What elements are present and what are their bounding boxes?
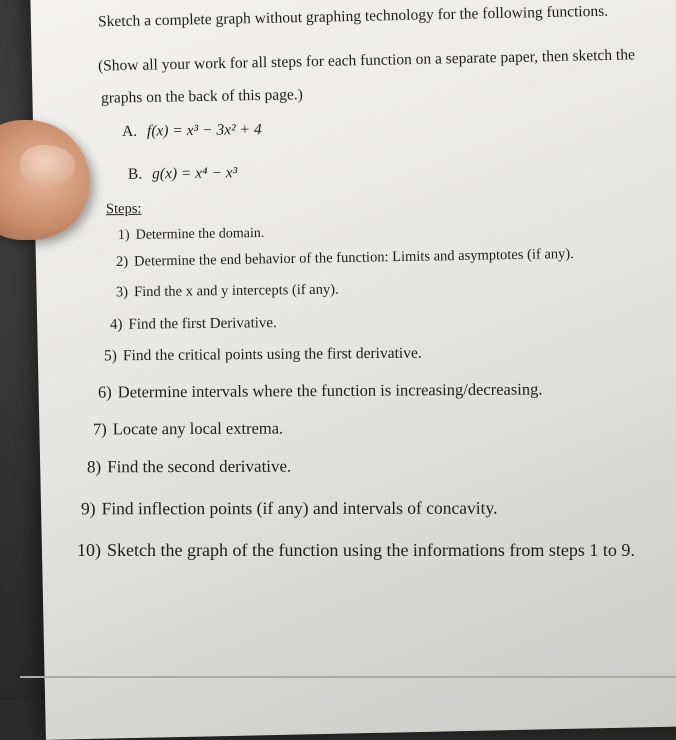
step-text: Determine the domain. <box>135 225 265 243</box>
step-number: 1) <box>117 227 130 244</box>
worksheet-paper <box>30 0 676 740</box>
thumbnail <box>20 145 75 185</box>
step-text: Determine intervals where the function is increasing/decreasing. <box>117 379 543 402</box>
step-item <box>93 419 283 440</box>
step-text: Find the second derivative. <box>107 456 292 477</box>
step-number: 9) <box>80 498 96 519</box>
step-text: Find the x and y intercepts (if any). <box>133 281 339 301</box>
step-number: 3) <box>115 284 129 301</box>
steps-heading: Steps: <box>105 200 142 218</box>
step-number: 6) <box>97 382 112 402</box>
step-number: 4) <box>109 316 123 333</box>
step-item <box>87 457 291 478</box>
paper-edge <box>20 676 676 678</box>
step-text: Find the first Derivative. <box>128 315 277 333</box>
step-text: Sketch the graph of the function using the informations from steps 1 to 9. <box>107 540 635 560</box>
step-item <box>77 540 635 561</box>
function-b-label: B. <box>127 165 143 183</box>
step-item <box>118 226 265 244</box>
step-item <box>98 379 543 402</box>
step-text: Locate any local extrema. <box>112 418 284 439</box>
function-a-expression: f(x) = x³ − 3x² + 4 <box>146 121 262 140</box>
step-text: Determine the end behavior of the function: Limits and asymptotes (if any). <box>133 246 574 270</box>
instructions-line-1: Sketch a complete graph without graphing technology for the following functions. <box>97 2 609 31</box>
step-item <box>110 315 277 334</box>
step-number: 8) <box>86 457 102 477</box>
step-number: 5) <box>103 347 117 365</box>
step-number: 2) <box>115 253 129 270</box>
function-b-expression: g(x) = x⁴ − x³ <box>151 164 238 183</box>
step-number: 10) <box>77 540 101 560</box>
instructions-line-2: (Show all your work for all steps for each function on a separate paper, then sketch the <box>97 46 636 75</box>
function-b <box>128 164 238 184</box>
instructions-line-3: graphs on the back of this page.) <box>100 86 303 107</box>
step-item <box>104 345 422 366</box>
step-number: 7) <box>92 419 107 439</box>
step-item <box>81 498 498 520</box>
step-text: Find inflection points (if any) and intervals of concavity. <box>101 497 498 519</box>
function-a-label: A. <box>121 122 138 140</box>
step-text: Find the critical points using the first derivative. <box>122 344 422 365</box>
function-a <box>122 121 262 141</box>
step-item <box>116 282 339 302</box>
